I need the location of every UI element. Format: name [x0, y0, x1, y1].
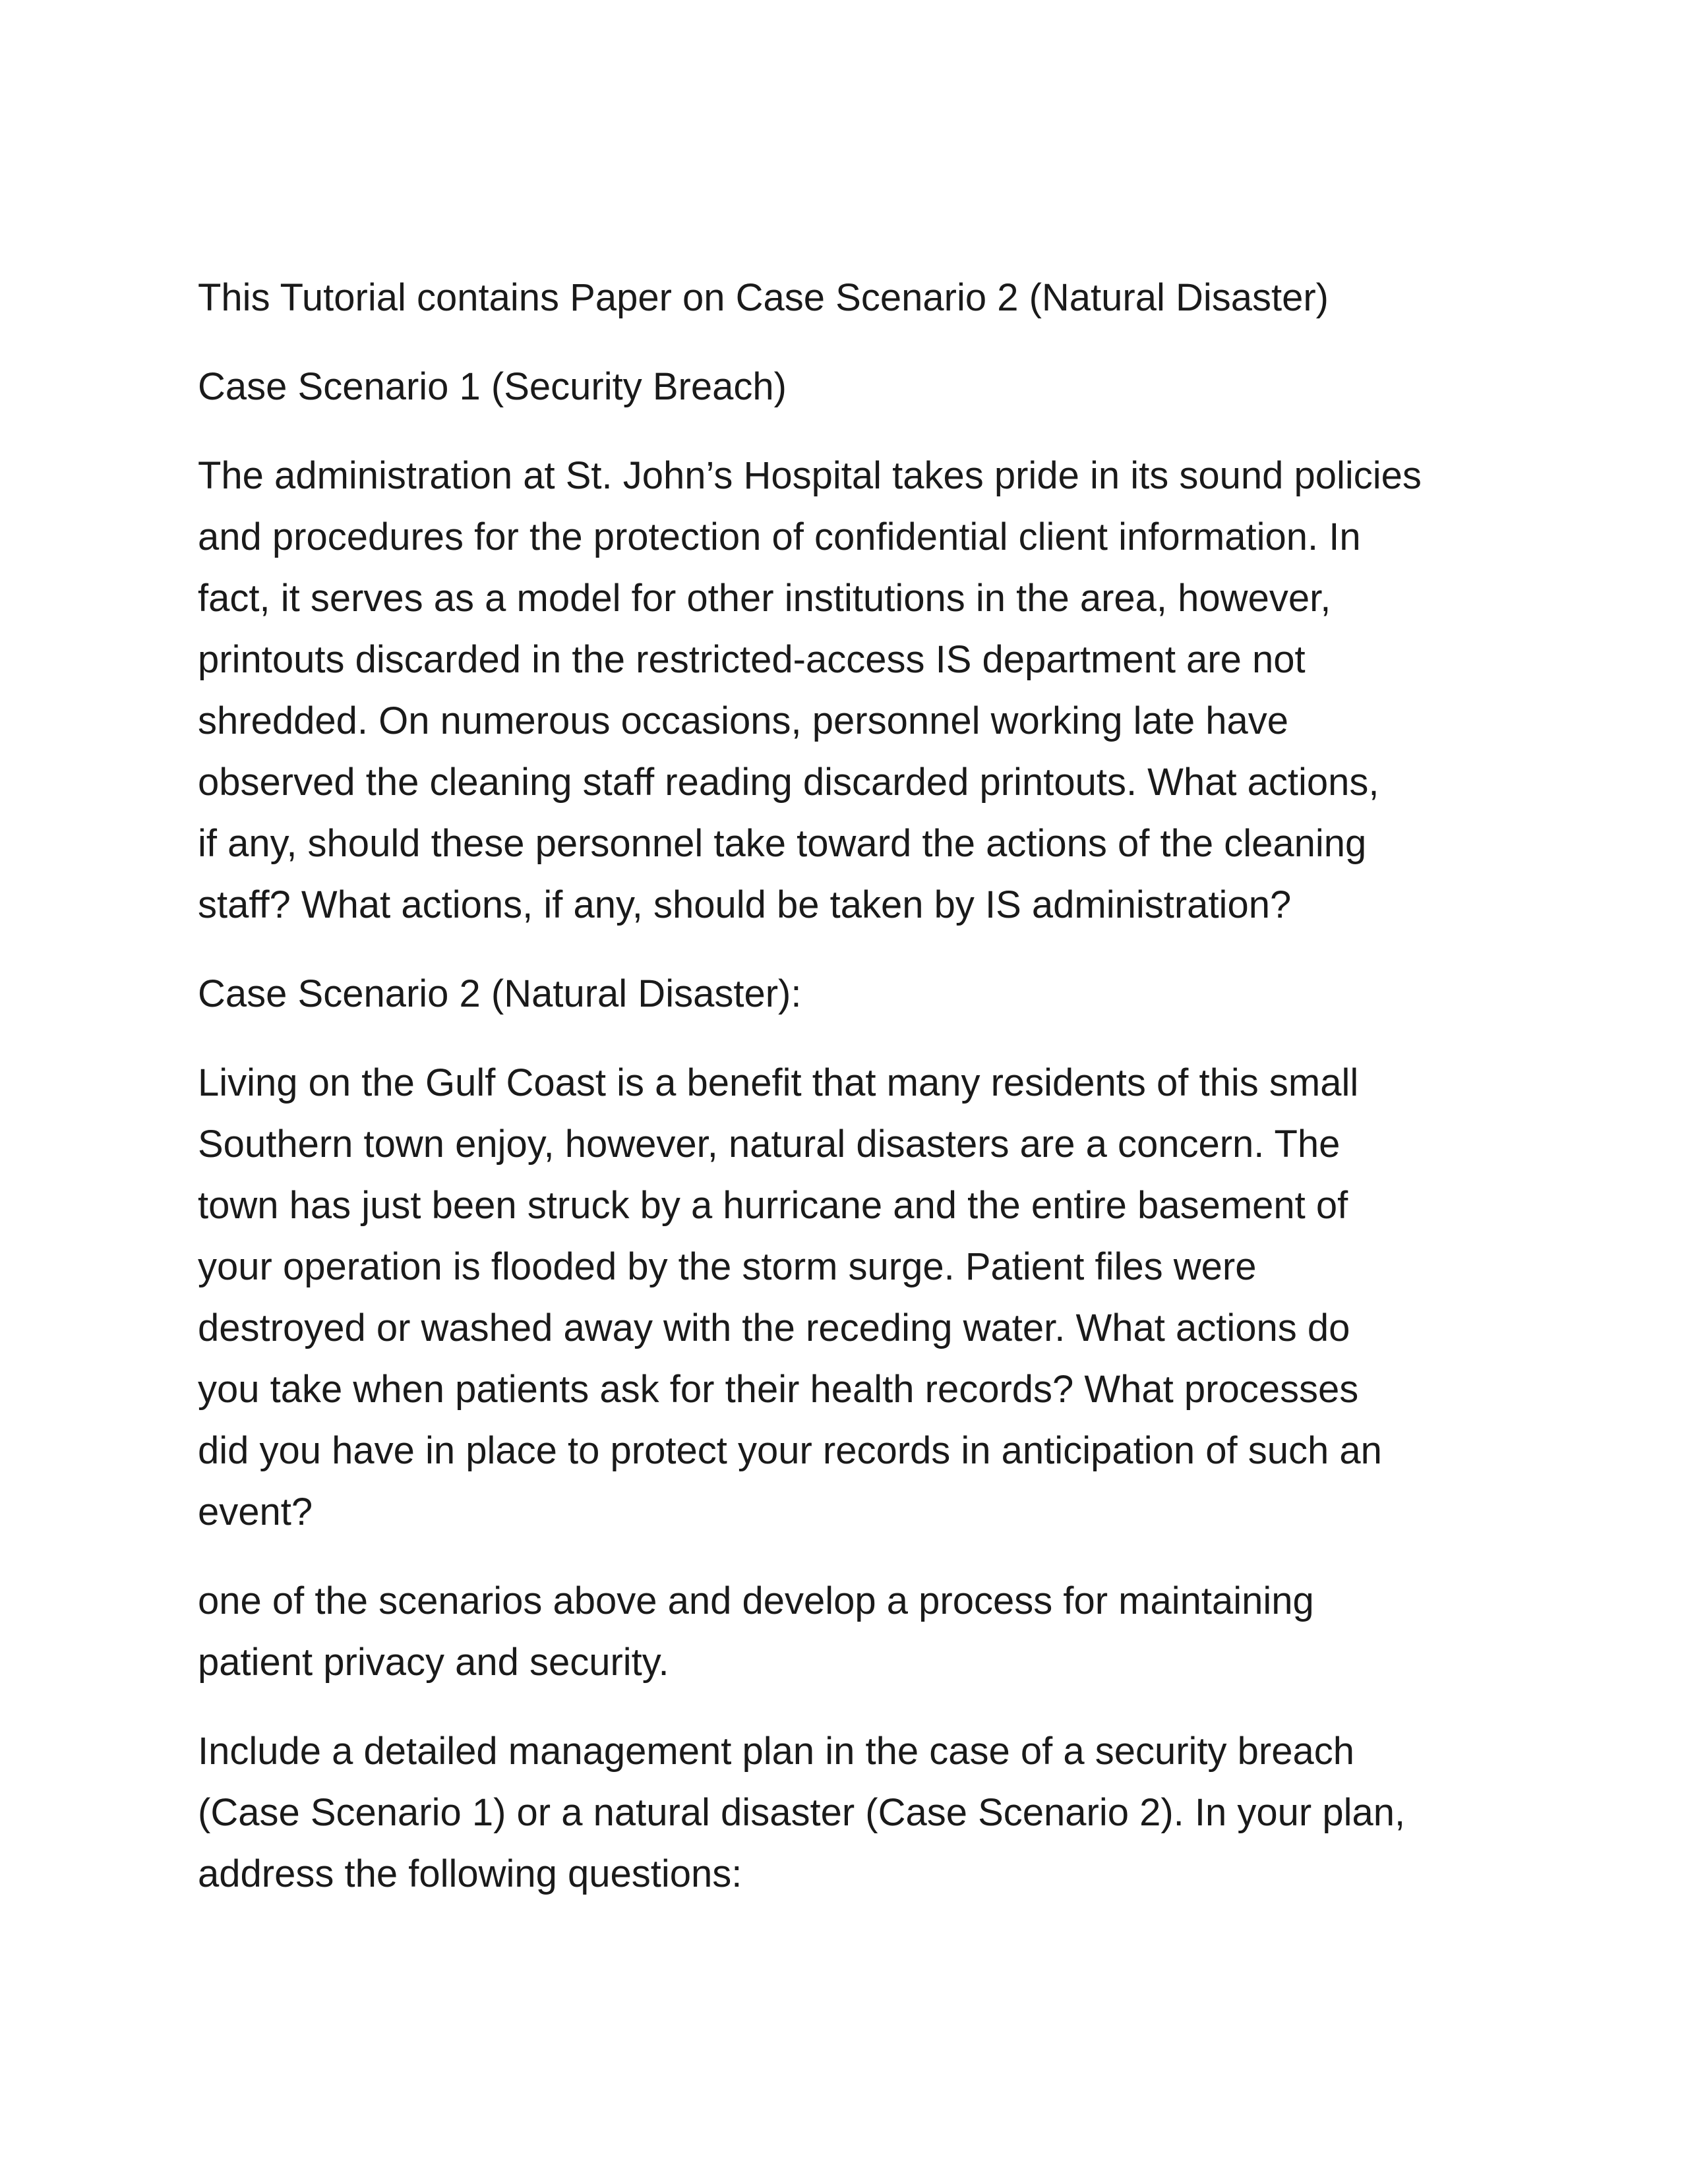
management-plan-paragraph: Include a detailed management plan in the case of a security breach (Case Scenario 1) or a natural disaster (Case Scenario 2). In your plan, address the following questions:	[198, 1730, 1406, 1895]
scenario-2-heading: Case Scenario 2 (Natural Disaster):	[198, 972, 802, 1015]
scenario-1-body: The administration at St. John’s Hospital takes pride in its sound policies and procedures for the protection of confidential client information. In fact, it serves as a model for other institutions in the area, however, printouts discarded in the restricted-access IS department are not shredded. On numerous occasions, personnel working late have observed the cleaning staff reading discarded printouts. What actions, if any, should these personnel take toward the actions of the cleaning staff? What actions, if any, should be taken by IS administration?	[198, 454, 1422, 926]
scenario-1-heading: Case Scenario 1 (Security Breach)	[198, 365, 787, 408]
document-body	[198, 267, 1503, 1932]
instruction-paragraph: one of the scenarios above and develop a process for maintaining patient privacy and security.	[198, 1579, 1314, 1684]
scenario-2-body: Living on the Gulf Coast is a benefit that many residents of this small Southern town enjoy, however, natural disasters are a concern. The town has just been struck by a hurricane and the entire basement of your operation is flooded by the storm surge. Patient files were destroyed or washed away with the receding water. What actions do you take when patients ask for their health records? What processes did you have in place to protect your records in anticipation of such an event?	[198, 1061, 1382, 1533]
intro-line: This Tutorial contains Paper on Case Scenario 2 (Natural Disaster)	[198, 276, 1329, 319]
